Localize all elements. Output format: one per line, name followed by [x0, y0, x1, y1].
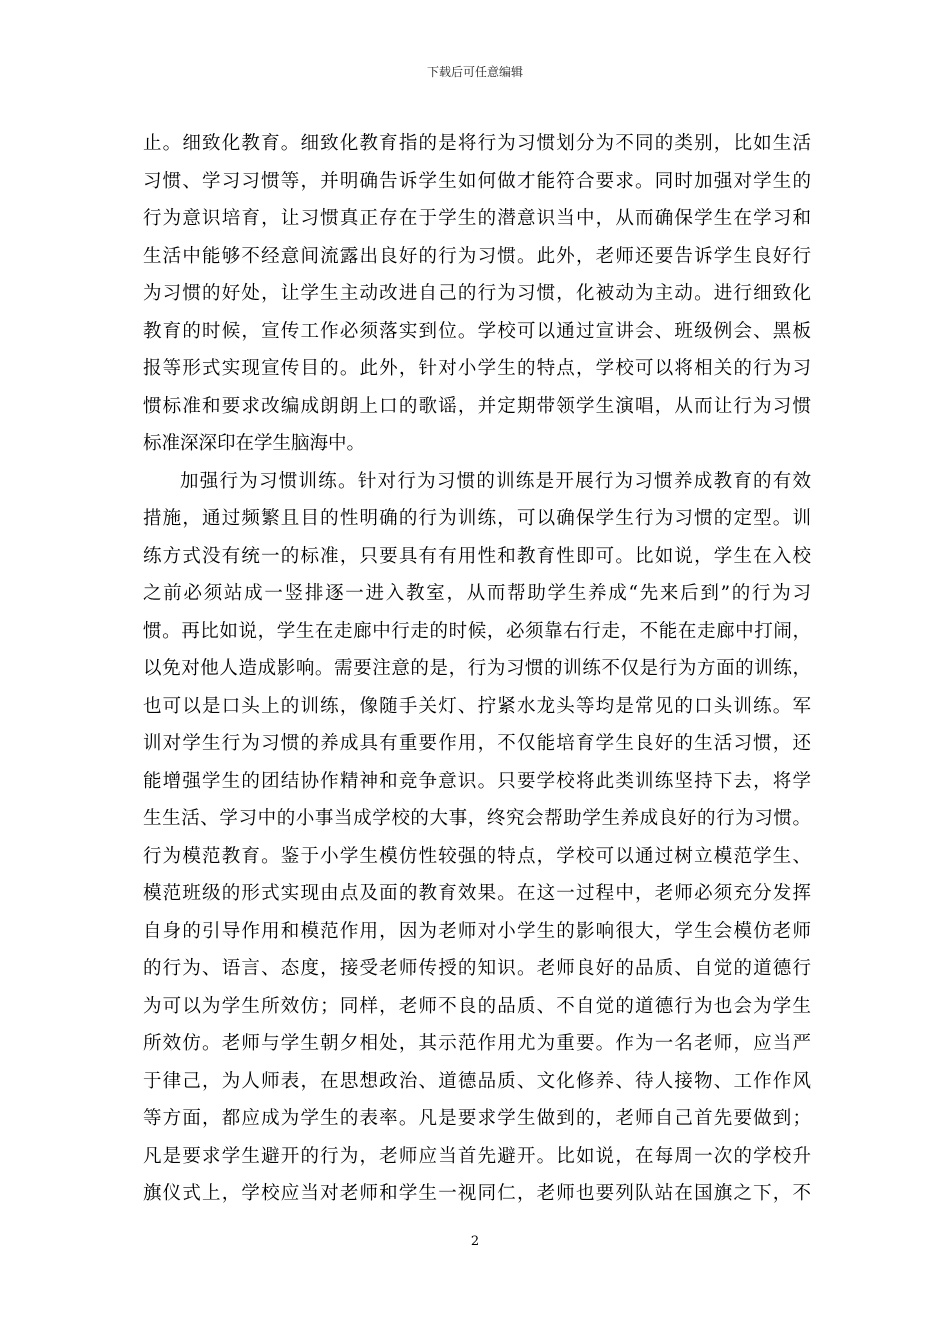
text-line: 行为模范教育。鉴于小学生模仿性较强的特点，学校可以通过树立模范学生、 — [143, 845, 811, 867]
page-number: 2 — [470, 1234, 480, 1249]
text-line: 以免对他人造成影响。需要注意的是，行为习惯的训练不仅是行为方面的训练， — [143, 658, 811, 679]
text-line: 于律己，为人师表，在思想政治、道德品质、文化修养、待人接物、工作作风 — [143, 1070, 811, 1092]
text-line: 止。细致化教育。细致化教育指的是将行为习惯划分为不同的类别，比如生活 — [143, 133, 811, 154]
text-line: 惯标准和要求改编成朗朗上口的歌谣，并定期带领学生演唱，从而让行为习惯 — [143, 395, 811, 417]
text-line: 练方式没有统一的标准，只要具有有用性和教育性即可。比如说，学生在入校 — [143, 545, 811, 567]
text-line: 所效仿。老师与学生朝夕相处，其示范作用尤为重要。作为一名老师，应当严 — [143, 1033, 811, 1054]
text-line: 生生活、学习中的小事当成学校的大事，终究会帮助学生养成良好的行为习惯。 — [143, 808, 811, 829]
text-line: 旗仪式上，学校应当对老师和学生一视同仁，老师也要列队站在国旗之下，不 — [143, 1183, 811, 1204]
text-line: 措施，通过频繁且目的性明确的行为训练，可以确保学生行为习惯的定型。训 — [143, 508, 811, 529]
text-line: 能增强学生的团结协作精神和竞争意识。只要学校将此类训练坚持下去，将学 — [143, 770, 811, 792]
text-line: 惯。再比如说，学生在走廊中行走的时候，必须靠右行走，不能在走廊中打闹， — [143, 620, 811, 642]
text-line: 自身的引导作用和模范作用，因为老师对小学生的影响很大，学生会模仿老师 — [143, 920, 811, 942]
text-line: 教育的时候，宣传工作必须落实到位。学校可以通过宣讲会、班级例会、黑板 — [143, 320, 811, 342]
text-line: 为可以为学生所效仿；同样，老师不良的品质、不自觉的道德行为也会为学生 — [143, 995, 811, 1017]
text-line: 之前必须站成一竖排逐一进入教室，从而帮助学生养成“先来后到”的行为习 — [143, 583, 811, 604]
text-line: 习惯、学习习惯等，并明确告诉学生如何做才能符合要求。同时加强对学生的 — [143, 170, 811, 192]
document-body — [143, 125, 811, 1213]
page-header: 下载后可任意编辑 — [426, 65, 523, 79]
text-line: 模范班级的形式实现由点及面的教育效果。在这一过程中，老师必须充分发挥 — [143, 883, 811, 904]
text-line: 行为意识培育，让习惯真正存在于学生的潜意识当中，从而确保学生在学习和 — [143, 208, 811, 229]
text-line: 加强行为习惯训练。针对行为习惯的训练是开展行为习惯养成教育的有效 — [180, 470, 811, 492]
paragraph-2 — [143, 463, 811, 838]
text-line: 凡是要求学生避开的行为，老师应当首先避开。比如说，在每周一次的学校升 — [143, 1145, 811, 1167]
text-line: 报等形式实现宣传目的。此外，针对小学生的特点，学校可以将相关的行为习 — [143, 358, 811, 379]
text-line: 也可以是口头上的训练，像随手关灯、拧紧水龙头等均是常见的口头训练。军 — [143, 695, 811, 717]
text-line: 生活中能够不经意间流露出良好的行为习惯。此外，老师还要告诉学生良好行 — [143, 245, 811, 267]
text-line: 训对学生行为习惯的养成具有重要作用，不仅能培育学生良好的生活习惯，还 — [143, 733, 811, 754]
text-line: 等方面，都应成为学生的表率。凡是要求学生做到的，老师自己首先要做到； — [143, 1108, 811, 1129]
paragraph-3 — [143, 838, 811, 1213]
text-line: 标准深深印在学生脑海中。 — [143, 433, 366, 454]
text-line: 的行为、语言、态度，接受老师传授的知识。老师良好的品质、自觉的道德行 — [143, 958, 811, 979]
text-line: 为习惯的好处，让学生主动改进自己的行为习惯，化被动为主动。进行细致化 — [143, 283, 811, 304]
paragraph-1 — [143, 125, 811, 463]
